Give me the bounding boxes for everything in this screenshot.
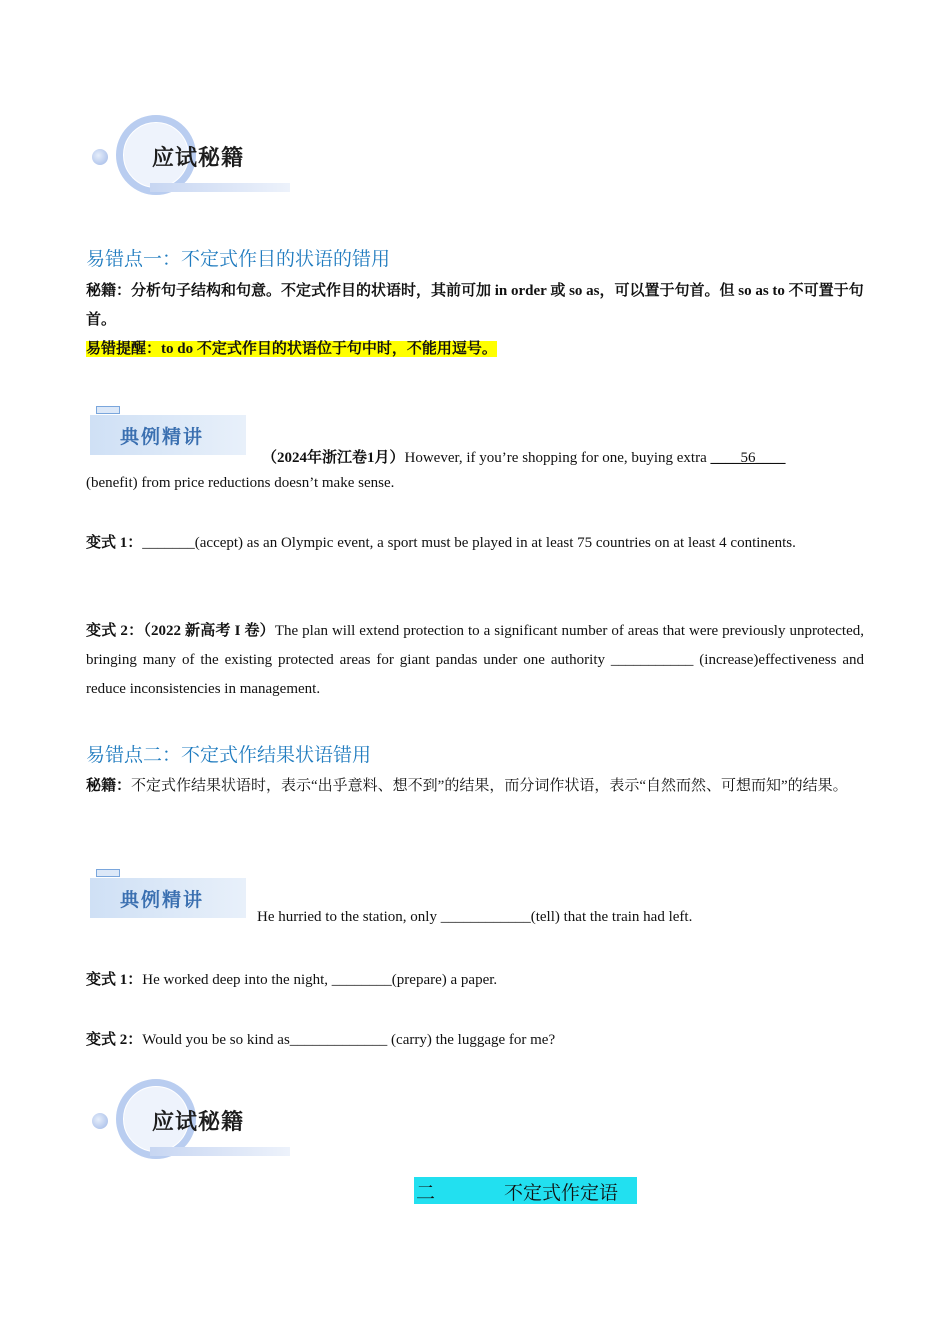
banner-title: 应试秘籍 bbox=[152, 1110, 245, 1135]
section3-title bbox=[414, 1177, 637, 1204]
banner-dot-icon bbox=[92, 1113, 108, 1129]
section1-tip-label: 秘籍： bbox=[86, 283, 132, 299]
section1-example-blank: ____56____ bbox=[710, 450, 786, 466]
section1-warning: 易错提醒：to do 不定式作目的状语位于句中时，不能用逗号。 bbox=[86, 341, 497, 357]
section1-warning-line bbox=[86, 335, 864, 364]
badge-tab-icon bbox=[96, 406, 120, 414]
badge-label: 典例精讲 bbox=[120, 889, 205, 911]
section2-variant2-label: 变式 2： bbox=[86, 1032, 143, 1048]
banner-exam-tips bbox=[90, 113, 295, 203]
banner-dot-icon bbox=[92, 149, 108, 165]
banner-exam-tips-2 bbox=[90, 1077, 295, 1167]
section1-tip-text: 分析句子结构和句意。不定式作目的状语时，其前可加 in order 或 so as，可以置于句首。但 so as to 不可置于句首。 bbox=[86, 283, 864, 328]
section2-tip-label: 秘籍： bbox=[86, 778, 132, 794]
section1-example-text: However, if you’re shopping for one, buying extra bbox=[404, 450, 711, 466]
section2-variant1-text: He worked deep into the night, ________(prepare) a paper. bbox=[142, 972, 498, 988]
section1-tip bbox=[86, 277, 864, 335]
section1-title: 易错点一：不定式作目的状语的错用 bbox=[86, 248, 391, 270]
section1-example-line2: (benefit) from price reductions doesn’t make sense. bbox=[86, 475, 395, 491]
section1-variant1 bbox=[86, 529, 864, 558]
section1-example-line1 bbox=[262, 446, 786, 467]
badge-tab-icon bbox=[96, 869, 120, 877]
section1-variant2 bbox=[86, 617, 864, 704]
banner-title: 应试秘籍 bbox=[152, 146, 245, 171]
badge-example-2 bbox=[90, 869, 248, 921]
section2-variant2-text: Would you be so kind as_____________ (carry) the luggage for me? bbox=[142, 1032, 556, 1048]
badge-example bbox=[90, 406, 248, 458]
section1-variant2-text: The plan will extend protection to a significant number of areas that were previously unprotected, bringing many of the existing protected areas for giant pandas under one authority ___________ (increase)effectiveness and reduce inconsistencies in management. bbox=[86, 623, 864, 697]
section2-variant1 bbox=[86, 968, 497, 989]
badge-label: 典例精讲 bbox=[120, 426, 205, 448]
section3-title-text: 不定式作定语 bbox=[504, 1182, 619, 1204]
section2-variant1-label: 变式 1： bbox=[86, 972, 143, 988]
section2-tip bbox=[86, 772, 864, 801]
section3-number: 二 bbox=[416, 1182, 436, 1204]
section2-example: He hurried to the station, only ____________(tell) that the train had left. bbox=[257, 909, 693, 925]
section2-title: 易错点二：不定式作结果状语错用 bbox=[86, 744, 372, 766]
section2-variant2 bbox=[86, 1028, 555, 1049]
section1-example-source: （2024年浙江卷1月） bbox=[262, 450, 405, 466]
section1-variant1-label: 变式 1： bbox=[86, 535, 143, 551]
section1-variant1-text: _______(accept) as an Olympic event, a sport must be played in at least 75 countries on at least 4 continents. bbox=[142, 535, 796, 551]
section1-variant2-label: 变式 2：（2022 新高考 I 卷） bbox=[86, 623, 275, 639]
section2-tip-text: 不定式作结果状语时，表示“出乎意料、想不到”的结果，而分词作状语，表示“自然而然、可想而知”的结果。 bbox=[131, 778, 848, 794]
